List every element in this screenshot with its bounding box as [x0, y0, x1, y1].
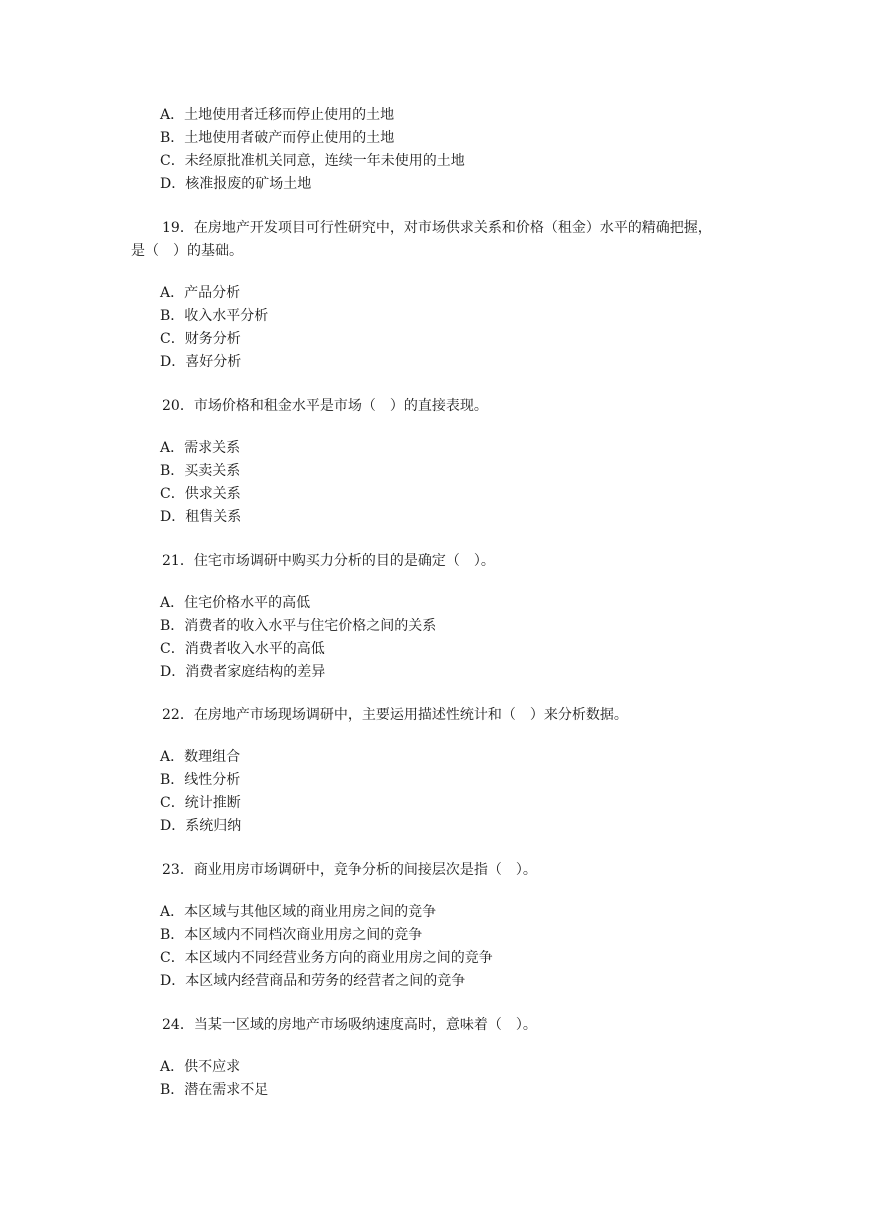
option-b: B．收入水平分析 — [160, 308, 269, 324]
stem-line-1: 24．当某一区域的房地产市场吸纳速度高时，意味着（ ）。 — [162, 1017, 537, 1033]
option-a: A．供不应求 — [160, 1059, 241, 1075]
option-d: D．租售关系 — [160, 509, 242, 525]
option-c: C．供求关系 — [160, 486, 241, 502]
option-a: A．产品分析 — [160, 285, 241, 301]
question-stem — [131, 550, 751, 573]
option-b: B．消费者的收入水平与住宅价格之间的关系 — [160, 618, 437, 634]
option-c: C．财务分析 — [160, 331, 241, 347]
option-a: A．住宅价格水平的高低 — [160, 595, 311, 611]
question-stem — [131, 704, 751, 727]
question-stem — [131, 395, 751, 418]
option-b: B．土地使用者破产而停止使用的土地 — [160, 130, 395, 146]
stem-line-1: 20．市场价格和租金水平是市场（ ）的直接表现。 — [162, 398, 488, 414]
option-a: A．数理组合 — [160, 749, 241, 765]
stem-line-1: 23．商业用房市场调研中，竞争分析的间接层次是指（ ）。 — [162, 862, 537, 878]
option-c: C．未经原批准机关同意，连续一年未使用的土地 — [160, 153, 465, 169]
question-stem — [131, 859, 751, 882]
option-a: A．需求关系 — [160, 440, 241, 456]
option-b: B．潜在需求不足 — [160, 1082, 269, 1098]
option-c: C．本区域内不同经营业务方向的商业用房之间的竞争 — [160, 950, 493, 966]
option-d: D．本区域内经营商品和劳务的经营者之间的竞争 — [160, 973, 466, 989]
option-c: C．统计推断 — [160, 795, 241, 811]
option-b: B．线性分析 — [160, 772, 241, 788]
question-stem — [131, 1014, 751, 1037]
option-b: B．本区域内不同档次商业用房之间的竞争 — [160, 927, 423, 943]
option-a: A．本区域与其他区域的商业用房之间的竞争 — [160, 904, 437, 920]
option-d: D．消费者家庭结构的差异 — [160, 664, 326, 680]
option-a: A．土地使用者迁移而停止使用的土地 — [160, 107, 395, 123]
stem-line-1: 21．住宅市场调研中购买力分析的目的是确定（ ）。 — [162, 553, 495, 569]
option-d: D．核准报废的矿场土地 — [160, 176, 312, 192]
stem-line-1: 19．在房地产开发项目可行性研究中，对市场供求关系和价格（租金）水平的精确把握， — [162, 220, 712, 236]
option-d: D．系统归纳 — [160, 818, 242, 834]
stem-line-2: 是（ ）的基础。 — [131, 243, 243, 259]
stem-line-1: 22．在房地产市场现场调研中，主要运用描述性统计和（ ）来分析数据。 — [162, 707, 628, 723]
option-c: C．消费者收入水平的高低 — [160, 641, 325, 657]
option-b: B．买卖关系 — [160, 463, 241, 479]
question-stem — [131, 217, 751, 263]
option-d: D．喜好分析 — [160, 354, 242, 370]
